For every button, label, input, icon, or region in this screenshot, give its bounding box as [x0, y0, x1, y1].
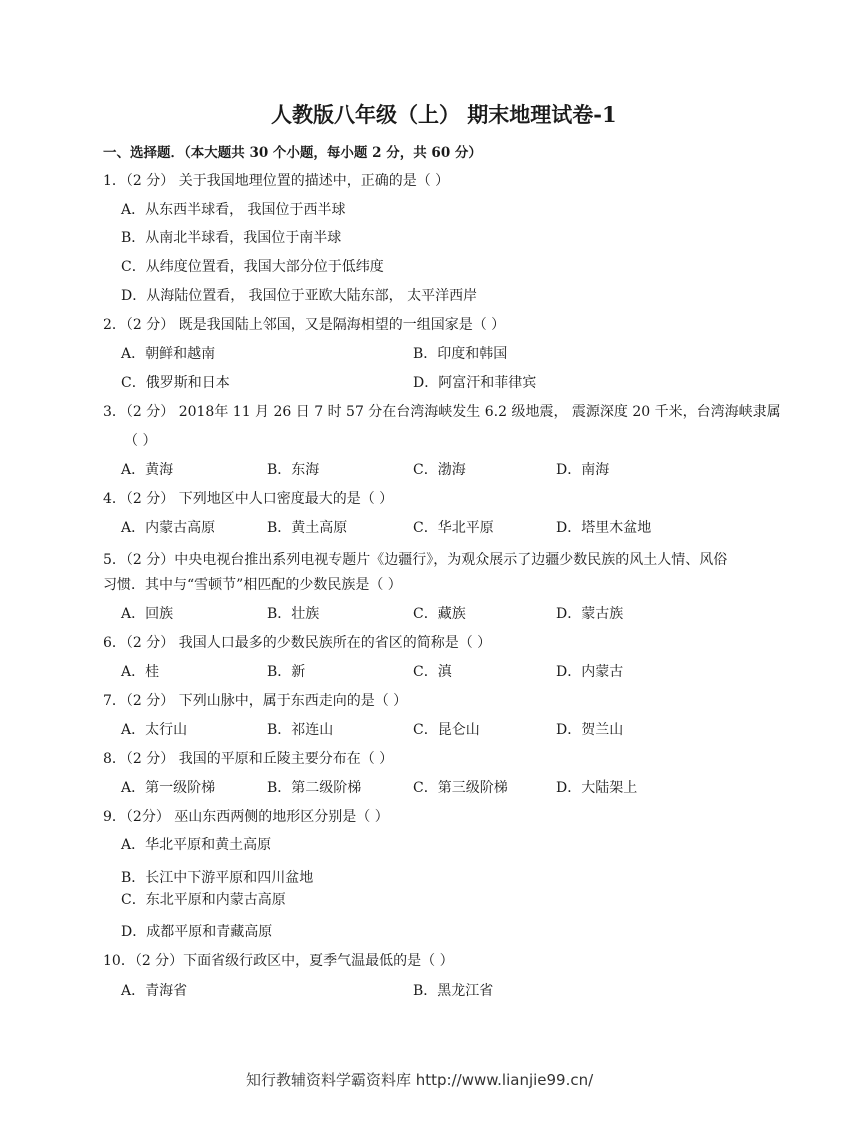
- question-2-option-a[interactable]: A．朝鲜和越南: [121, 346, 216, 362]
- question-9-stem: 9．（2分） 巫山东西两侧的地形区分别是（ ）: [103, 809, 389, 825]
- question-1-stem: 1．（2 分） 关于我国地理位置的描述中，正确的是（ ）: [103, 173, 450, 189]
- question-5-stem-continued: 习惯．其中与“雪顿节”相匹配的少数民族是（ ）: [103, 577, 402, 593]
- question-8-option-a[interactable]: A．第一级阶梯: [121, 780, 216, 796]
- question-9-option-a[interactable]: A．华北平原和黄土高原: [121, 837, 272, 853]
- question-4-option-d[interactable]: D．塔里木盆地: [556, 520, 652, 536]
- question-1-option-b[interactable]: B．从南北半球看，我国位于南半球: [121, 230, 342, 246]
- question-6-option-b[interactable]: B．新: [267, 664, 306, 680]
- question-4-option-b[interactable]: B．黄土高原: [267, 520, 348, 536]
- question-7-option-c[interactable]: C．昆仑山: [413, 722, 480, 738]
- question-3-stem: 3．（2 分） 2018年 11 月 26 日 7 时 57 分在台湾海峡发生 6.2 级地震， 震源深度 20 千米，台湾海峡隶属: [103, 404, 781, 420]
- question-2-stem: 2．（2 分） 既是我国陆上邻国，又是隔海相望的一组国家是（ ）: [103, 317, 506, 333]
- question-7-stem: 7．（2 分） 下列山脉中，属于东西走向的是（ ）: [103, 693, 408, 709]
- question-7-option-a[interactable]: A．太行山: [121, 722, 188, 738]
- question-6-option-a[interactable]: A．桂: [121, 664, 160, 680]
- question-2-option-c[interactable]: C．俄罗斯和日本: [121, 375, 230, 391]
- question-3-stem-continued: （ ）: [124, 433, 157, 449]
- section-heading: 一、选择题．（本大题共 30 个小题，每小题 2 分，共 60 分）: [103, 145, 482, 161]
- question-3-option-d[interactable]: D．南海: [556, 462, 610, 478]
- question-5-option-d[interactable]: D．蒙古族: [556, 606, 624, 622]
- question-5-option-a[interactable]: A．回族: [121, 606, 174, 622]
- question-10-option-b[interactable]: B．黑龙江省: [413, 983, 494, 999]
- question-1-option-c[interactable]: C．从纬度位置看，我国大部分位于低纬度: [121, 259, 384, 275]
- question-6-stem: 6．（2 分） 我国人口最多的少数民族所在的省区的简称是（ ）: [103, 635, 492, 651]
- question-9-option-d[interactable]: D．成都平原和青藏高原: [121, 924, 273, 940]
- question-8-stem: 8．（2 分） 我国的平原和丘陵主要分布在（ ）: [103, 751, 394, 767]
- question-3-option-b[interactable]: B．东海: [267, 462, 320, 478]
- question-5-option-c[interactable]: C．藏族: [413, 606, 466, 622]
- question-3-option-a[interactable]: A．黄海: [121, 462, 174, 478]
- question-4-option-c[interactable]: C．华北平原: [413, 520, 494, 536]
- question-8-option-d[interactable]: D．大陆架上: [556, 780, 638, 796]
- question-9-option-c[interactable]: C．东北平原和内蒙古高原: [121, 892, 286, 908]
- question-1-option-a[interactable]: A．从东西半球看， 我国位于西半球: [121, 202, 346, 218]
- exam-title: 人教版八年级（上） 期末地理试卷-1: [271, 102, 617, 127]
- question-6-option-d[interactable]: D．内蒙古: [556, 664, 624, 680]
- question-1-option-d[interactable]: D．从海陆位置看， 我国位于亚欧大陆东部， 太平洋西岸: [121, 288, 478, 304]
- question-5-option-b[interactable]: B．壮族: [267, 606, 320, 622]
- question-8-option-c[interactable]: C．第三级阶梯: [413, 780, 508, 796]
- question-10-stem: 10．（2 分）下面省级行政区中，夏季气温最低的是（ ）: [103, 953, 454, 969]
- question-4-option-a[interactable]: A．内蒙古高原: [121, 520, 216, 536]
- question-7-option-d[interactable]: D．贺兰山: [556, 722, 624, 738]
- question-2-option-d[interactable]: D．阿富汗和菲律宾: [413, 375, 537, 391]
- page-footer: 知行教辅资料学霸资料库 http://www.lianjie99.cn/: [246, 1071, 594, 1089]
- question-6-option-c[interactable]: C．滇: [413, 664, 452, 680]
- question-7-option-b[interactable]: B．祁连山: [267, 722, 334, 738]
- question-8-option-b[interactable]: B．第二级阶梯: [267, 780, 362, 796]
- question-9-option-b[interactable]: B．长江中下游平原和四川盆地: [121, 870, 314, 886]
- question-10-option-a[interactable]: A．青海省: [121, 983, 188, 999]
- question-3-option-c[interactable]: C．渤海: [413, 462, 466, 478]
- question-4-stem: 4．（2 分） 下列地区中人口密度最大的是（ ）: [103, 491, 394, 507]
- question-2-option-b[interactable]: B．印度和韩国: [413, 346, 508, 362]
- question-5-stem: 5．（2 分）中央电视台推出系列电视专题片《边疆行》，为观众展示了边疆少数民族的风土人情、风俗: [103, 552, 728, 568]
